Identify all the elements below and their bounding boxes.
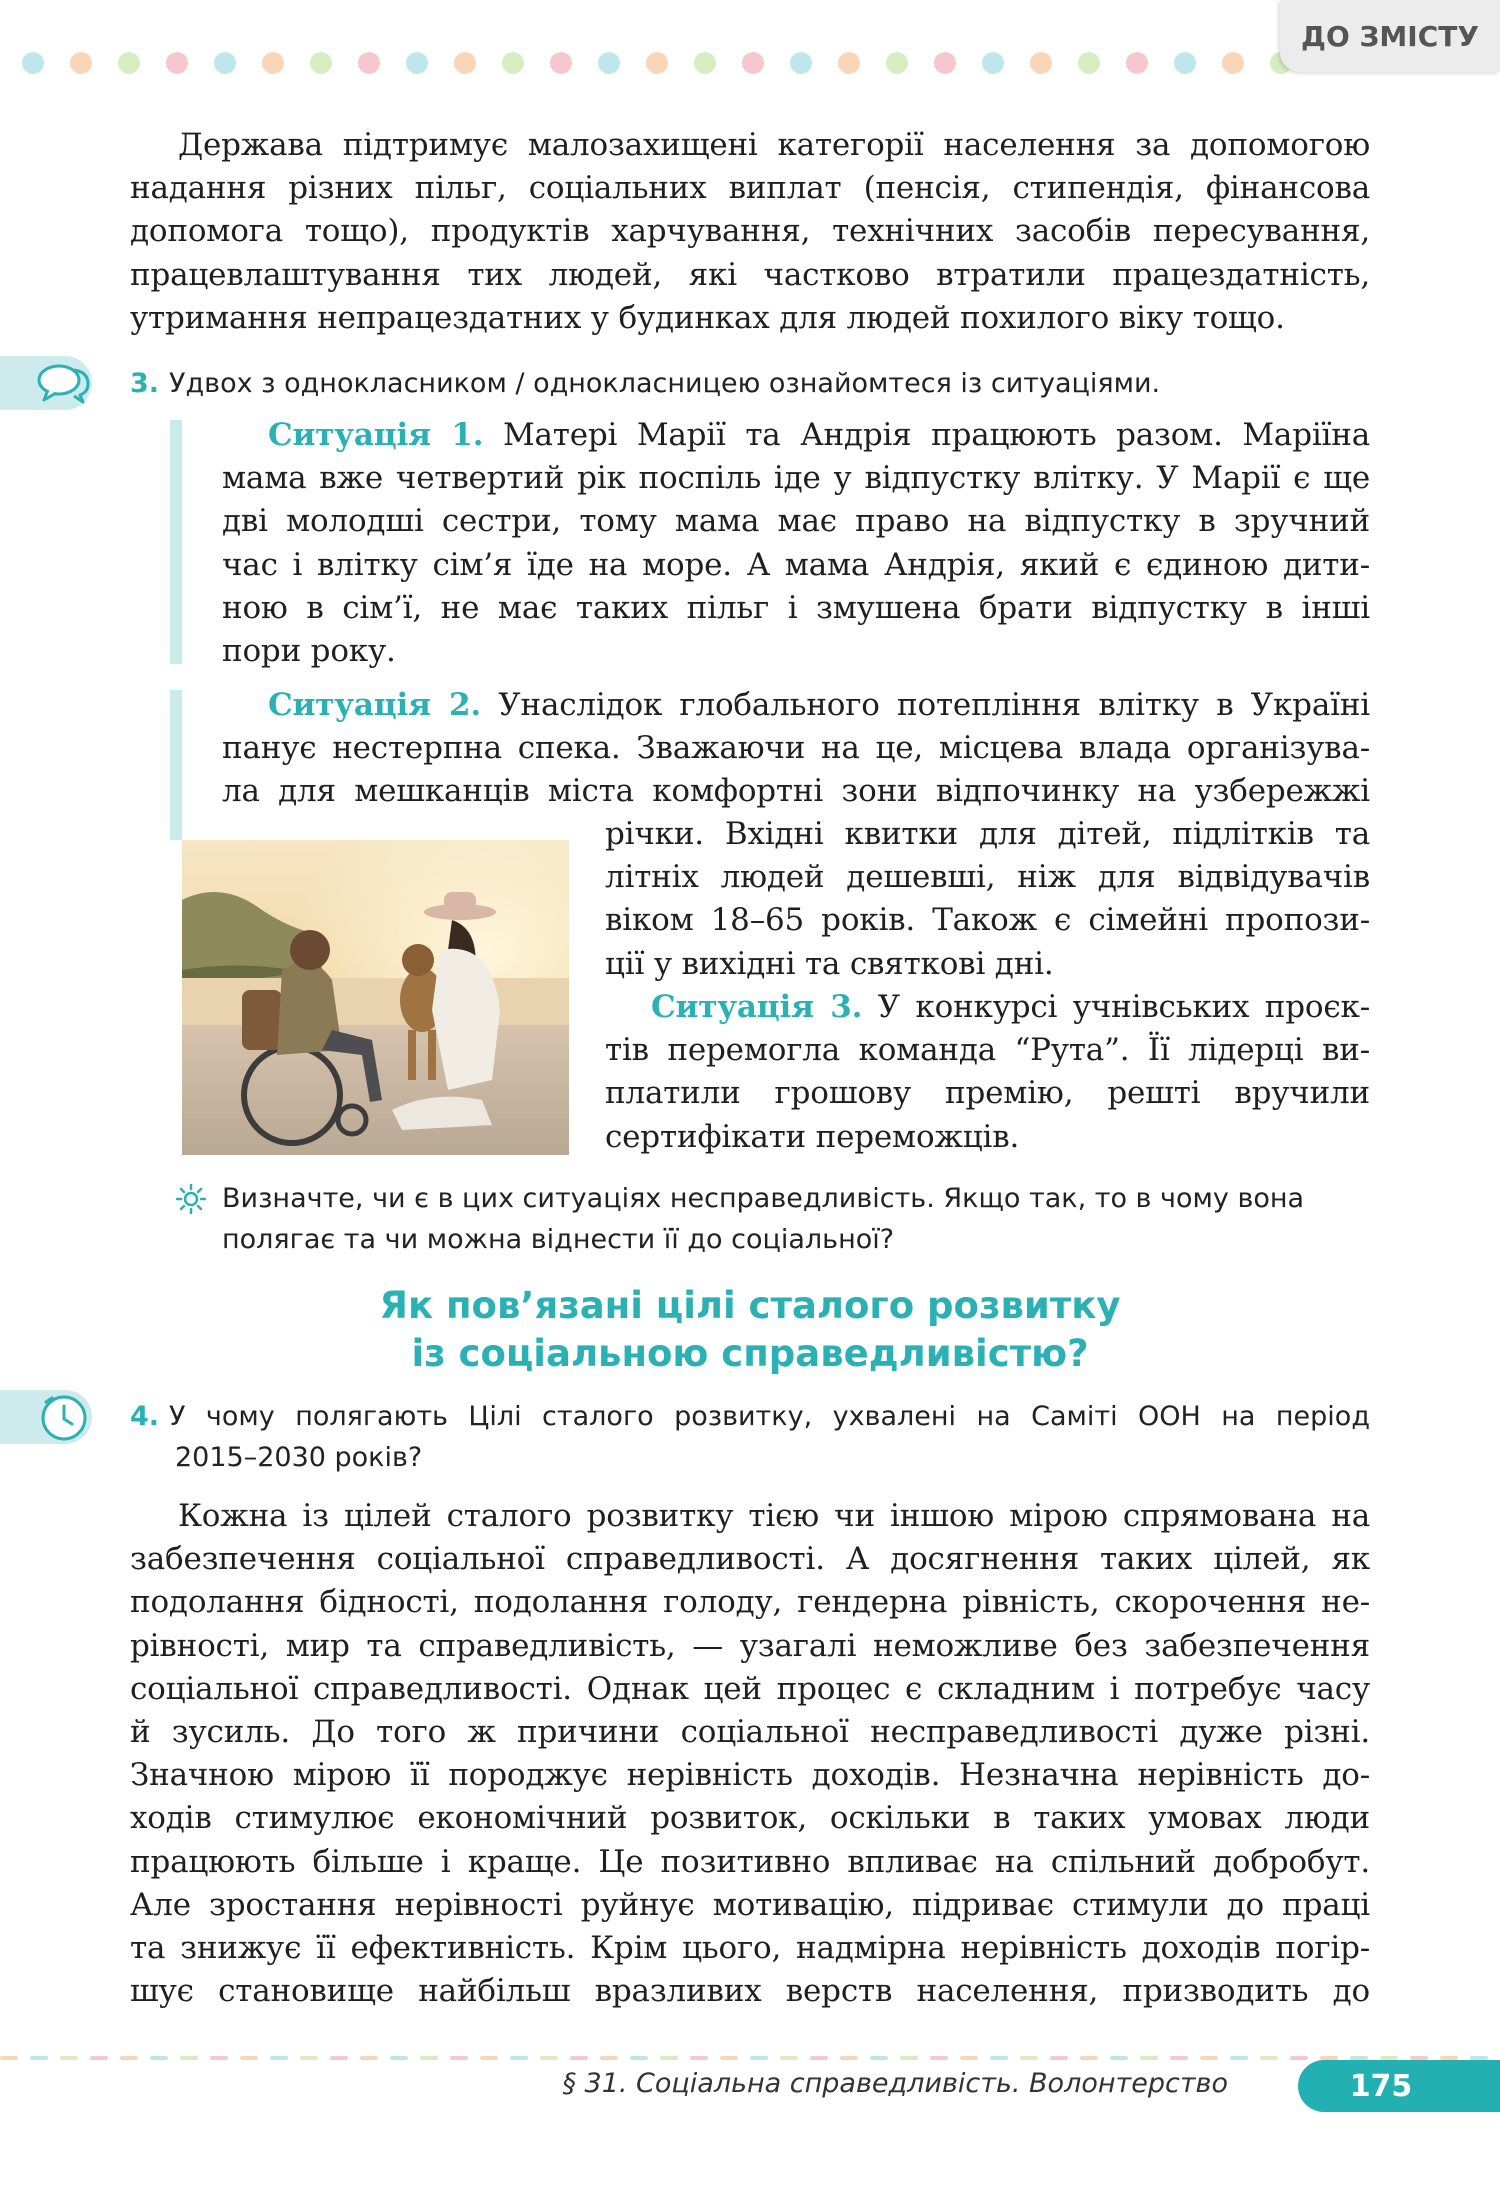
- decorative-dot: [214, 52, 236, 74]
- text-line: надання різних пільг, соціальних виплат (пенсія, стипендія, фінансова: [130, 170, 1370, 207]
- decorative-dash: [1230, 2056, 1248, 2060]
- decorative-dash: [480, 2056, 498, 2060]
- text-line: Значною мірою її породжує нерівність доходів. Незначна нерівність до-: [130, 1757, 1370, 1794]
- section-heading: [0, 1282, 1500, 1378]
- text-line: Кожна із цілей сталого розвитку тією чи іншою мірою спрямована на: [178, 1498, 1370, 1534]
- decorative-dash: [870, 2056, 888, 2060]
- text-line: панує нестерпна спека. Зважаючи на це, місцева влада організува-: [222, 730, 1370, 767]
- decorative-dash: [0, 2056, 18, 2060]
- decorative-dash: [1290, 2056, 1308, 2060]
- decorative-dot: [1174, 52, 1196, 74]
- situation-3: [605, 986, 1370, 1159]
- text-line: допомога тощо), продуктів харчування, технічних засобів пересування,: [130, 213, 1370, 250]
- text-line: й зусиль. До того ж причини соціальної несправедливості дуже різні.: [130, 1714, 1370, 1751]
- decorative-dots: [22, 52, 1282, 76]
- decorative-dot: [742, 52, 764, 74]
- decorative-dot: [1126, 52, 1148, 74]
- text-line: працюють більше і краще. Це позитивно впливає на спільний добробут.: [130, 1843, 1370, 1880]
- text-line: подолання бідності, подолання голоду, гендерна рівність, скорочення не-: [130, 1584, 1370, 1621]
- situation-2-top: [222, 684, 1370, 814]
- decorative-dot: [694, 52, 716, 74]
- decorative-dash: [1080, 2056, 1098, 2060]
- decorative-dot: [166, 52, 188, 74]
- decorative-dot: [22, 52, 44, 74]
- decorative-dot: [310, 52, 332, 74]
- decorative-dot: [550, 52, 572, 74]
- task-number: 3.: [130, 368, 160, 399]
- decorative-dash: [780, 2056, 798, 2060]
- decorative-dash: [390, 2056, 408, 2060]
- decorative-dash: [660, 2056, 678, 2060]
- decorative-dashes: [0, 2056, 1500, 2060]
- decorative-dash: [840, 2056, 858, 2060]
- decorative-dash: [90, 2056, 108, 2060]
- text-line: шує становище найбільш вразливих верств населення, призводить до: [130, 1973, 1370, 2010]
- decorative-dash: [210, 2056, 228, 2060]
- text-line: ходів стимулює економічний розвиток, оскільки в таких умовах люди: [130, 1800, 1370, 1837]
- decorative-dash: [330, 2056, 348, 2060]
- heading-line: із соціальною справедливістю?: [411, 1332, 1089, 1375]
- sun-icon: [176, 1184, 206, 1214]
- decorative-dot: [502, 52, 524, 74]
- text-line: літніх людей дешевші, ніж для відвідувачів: [605, 859, 1370, 896]
- text-line: ною в сім’ї, не має таких пільг і змушена брати відпустку в інші: [222, 589, 1370, 626]
- text-line: 2015–2030 років?: [175, 1442, 423, 1473]
- situation-title: Ситуація 2.: [268, 687, 481, 723]
- decorative-dot: [1222, 52, 1244, 74]
- heading-line: Як пов’язані цілі сталого розвитку: [379, 1284, 1121, 1327]
- text-line: мама вже четвертий рік поспіль іде у відпустку влітку. У Марії є ще: [222, 460, 1370, 497]
- text-line: утримання непрацездатних у будинках для людей похилого віку тощо.: [130, 299, 1285, 336]
- text-line: Ситуація 2. Унаслідок глобального потепління влітку в Україні: [268, 687, 1370, 723]
- decorative-dash: [630, 2056, 648, 2060]
- text-line: та знижує її ефективність. Крім цього, надмірна нерівність доходів погір-: [130, 1930, 1370, 1967]
- situation-1-bar: [170, 420, 182, 664]
- text-line: річки. Вхідні квитки для дітей, підлітків та: [605, 816, 1370, 852]
- situation-2-bar: [170, 690, 182, 840]
- text-line: тів перемогла команда “Рута”. Її лідерці ви-: [605, 1032, 1370, 1069]
- decorative-dash: [360, 2056, 378, 2060]
- decorative-dash: [900, 2056, 918, 2060]
- question-text: [222, 1178, 1372, 1260]
- decorative-dash: [990, 2056, 1008, 2060]
- decorative-dot: [118, 52, 140, 74]
- text-line: Ситуація 3. У конкурсі учнівських проєк-: [651, 989, 1370, 1025]
- text-line: дві молодші сестри, тому мама має право на відпустку в зручний: [222, 503, 1370, 540]
- situation-1: [222, 414, 1370, 673]
- task-number: 4.: [130, 1401, 160, 1432]
- decorative-dash: [300, 2056, 318, 2060]
- decorative-dot: [454, 52, 476, 74]
- wheelchair-couple-photo: [182, 840, 569, 1155]
- text-line: рівності, мир та справедливість, — узагалі неможливе без забезпечення: [130, 1627, 1370, 1664]
- decorative-dash: [750, 2056, 768, 2060]
- decorative-dash: [240, 2056, 258, 2060]
- text-line: Визначте, чи є в цих ситуаціях несправедливість. Якщо так, то в чому вона: [222, 1183, 1305, 1214]
- decorative-dash: [420, 2056, 438, 2060]
- decorative-dash: [600, 2056, 618, 2060]
- text-line: забезпечення соціальної справедливості. А досягнення таких цілей, як: [130, 1541, 1370, 1578]
- decorative-dash: [60, 2056, 78, 2060]
- text-line: Держава підтримує малозахищені категорії населення за допомогою: [178, 127, 1370, 163]
- decorative-dot: [358, 52, 380, 74]
- decorative-dash: [960, 2056, 978, 2060]
- decorative-dash: [930, 2056, 948, 2060]
- body-paragraph: [130, 1495, 1370, 2013]
- decorative-dash: [1200, 2056, 1218, 2060]
- text-line: сертифікати переможців.: [605, 1118, 1020, 1155]
- text-line: Ситуація 1. Матері Марії та Андрія працюють разом. Маріїна: [268, 417, 1371, 453]
- decorative-dash: [690, 2056, 708, 2060]
- decorative-dash: [1020, 2056, 1038, 2060]
- decorative-dash: [570, 2056, 588, 2060]
- speech-bubbles-icon: [34, 356, 92, 410]
- task-4: [130, 1396, 1370, 1478]
- task-text: Удвох з однокласником / однокласницею ознайомтеся із ситуаціями.: [169, 368, 1161, 399]
- text-line: ції у вихідні та святкові дні.: [605, 945, 1054, 982]
- text-line: 4. У чому полягають Цілі сталого розвитку, ухвалені на Саміті ООН на період: [130, 1396, 1370, 1437]
- text-line: Але зростання нерівності руйнує мотивацію, підриває стимули до праці: [130, 1886, 1370, 1923]
- situation-title: Ситуація 3.: [651, 989, 863, 1025]
- decorative-dot: [982, 52, 1004, 74]
- situation-2-bottom: [605, 813, 1370, 986]
- decorative-dash: [810, 2056, 828, 2060]
- decorative-dash: [1140, 2056, 1158, 2060]
- decorative-dash: [720, 2056, 738, 2060]
- text-line: віком 18–65 років. Також є сімейні пропози-: [605, 902, 1370, 939]
- decorative-dash: [1050, 2056, 1068, 2060]
- decorative-dash: [120, 2056, 138, 2060]
- task-3: [130, 363, 1160, 404]
- text-line: соціальної справедливості. Однак цей процес є складним і потребує часу: [130, 1670, 1370, 1707]
- text-line: полягає та чи можна віднести її до соціальної?: [222, 1224, 895, 1255]
- decorative-dash: [540, 2056, 558, 2060]
- decorative-dash: [30, 2056, 48, 2060]
- decorative-dot: [406, 52, 428, 74]
- text-line: час і влітку сім’я їде на море. А мама Андрія, який є єдиною дити-: [222, 546, 1370, 583]
- decorative-dot: [838, 52, 860, 74]
- decorative-dot: [934, 52, 956, 74]
- clock-icon: [38, 1392, 90, 1444]
- decorative-dash: [150, 2056, 168, 2060]
- text-line: платили грошову премію, решті вручили: [605, 1075, 1370, 1112]
- decorative-dot: [70, 52, 92, 74]
- text-line: ла для мешканців міста комфортні зони відпочинку на узбережжі: [222, 773, 1370, 810]
- text-line: пори року.: [222, 633, 396, 670]
- decorative-dot: [1078, 52, 1100, 74]
- decorative-dash: [270, 2056, 288, 2060]
- decorative-dash: [510, 2056, 528, 2060]
- decorative-dash: [450, 2056, 468, 2060]
- decorative-dash: [1170, 2056, 1188, 2060]
- decorative-dot: [886, 52, 908, 74]
- chapter-title: § 31. Соціальна справедливість. Волонтерство: [562, 2068, 1228, 2099]
- decorative-dash: [180, 2056, 198, 2060]
- decorative-dot: [790, 52, 812, 74]
- intro-paragraph: [130, 124, 1370, 340]
- decorative-dot: [262, 52, 284, 74]
- situation-title: Ситуація 1.: [268, 417, 484, 453]
- decorative-dot: [1030, 52, 1052, 74]
- decorative-dash: [1260, 2056, 1278, 2060]
- decorative-dot: [598, 52, 620, 74]
- decorative-dash: [1110, 2056, 1128, 2060]
- page-number: 175: [1298, 2060, 1500, 2112]
- toc-button[interactable]: ДО ЗМІСТУ: [1280, 0, 1500, 72]
- decorative-dot: [646, 52, 668, 74]
- text-line: працевлаштування тих людей, які частково втратили працездатність,: [130, 256, 1370, 293]
